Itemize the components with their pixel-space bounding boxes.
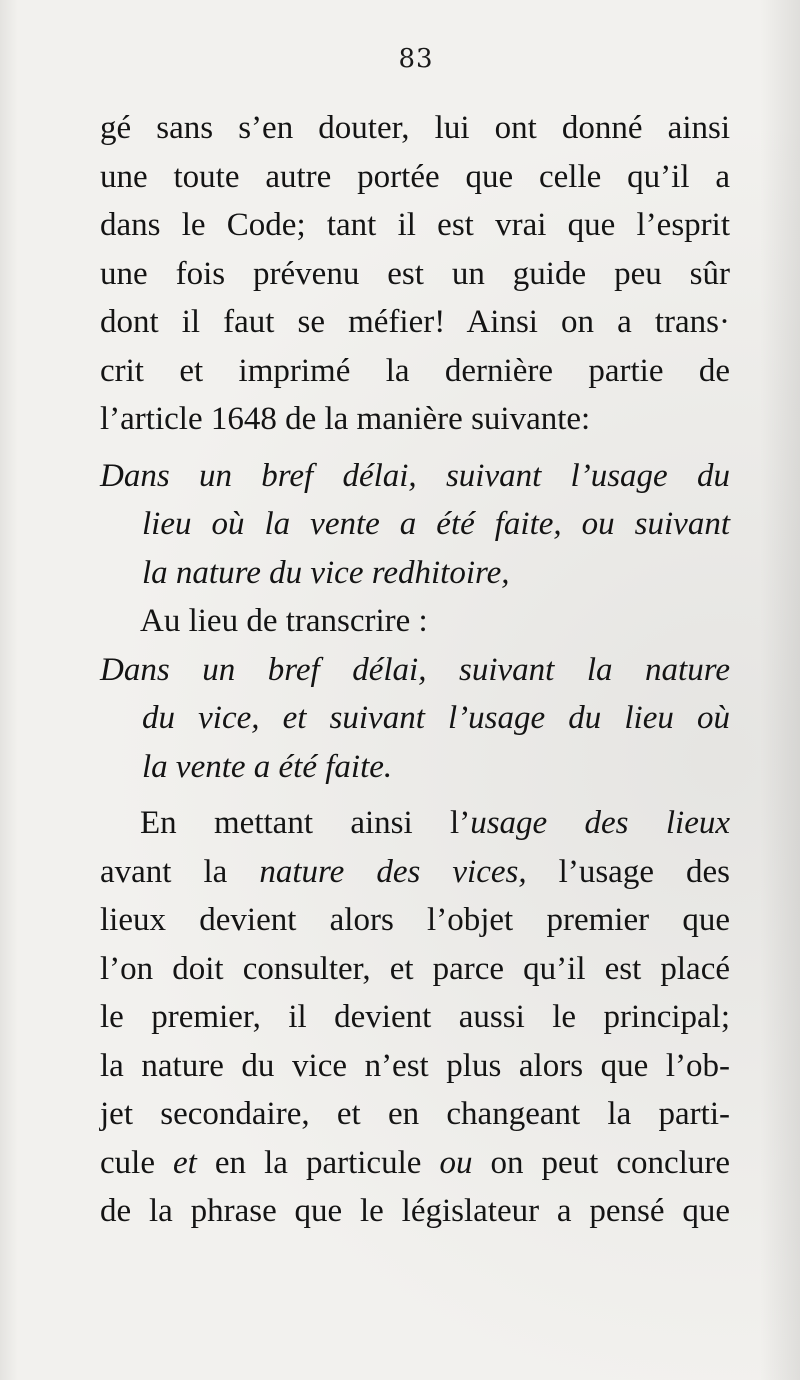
text-line: le premier, il devient aussi le principal; [100, 999, 730, 1035]
quote-line: la vente a été faite. [142, 748, 393, 785]
text-line: une fois prévenu est un guide peu sûr [100, 255, 730, 292]
text-line: gé sans s’en douter, lui ont donné ainsi [100, 110, 730, 146]
italic-run: nature des vices, [259, 853, 527, 890]
text-line: une toute autre portée que celle qu’il a [100, 158, 730, 195]
text-run: l’usage des [526, 853, 731, 890]
quotation-correct-version [100, 646, 730, 792]
text-run: En mettant ainsi l’ [140, 805, 471, 841]
text-line: crit et imprimé la dernière partie de [100, 352, 730, 389]
quote-line: du vice, et suivant l’usage du lieu où [142, 700, 730, 736]
page-number: 83 [398, 44, 434, 74]
text-line: lieux devient alors l’objet premier que [100, 902, 730, 938]
quote-line: la nature du vice redhitoire, [142, 554, 510, 591]
quote-line: Dans un bref délai, suivant l’usage du [100, 457, 730, 494]
text-line: Au lieu de transcrire : [140, 603, 428, 639]
text-line: dont il faut se méfier! Ainsi on a trans· [100, 304, 730, 340]
text-line: jet secondaire, et en changeant la parti- [100, 1096, 730, 1132]
text-line: dans le Code; tant il est vrai que l’esprit [100, 207, 730, 243]
quote-line: lieu où la vente a été faite, ou suivant [142, 506, 730, 542]
text-run: on peut conclure [472, 1144, 730, 1181]
spacer [100, 444, 730, 452]
text-run: cule [100, 1144, 174, 1181]
italic-run: ou [439, 1144, 473, 1181]
spacer [100, 791, 730, 799]
quotation-wrong-version [100, 452, 730, 598]
text-run: en la particule [196, 1144, 440, 1181]
text-line: l’on doit consulter, et parce qu’il est placé [100, 950, 730, 987]
text-line: l’article 1648 de la manière suivante: [100, 401, 591, 437]
quote-line: Dans un bref délai, suivant la nature [100, 651, 730, 688]
text-line [100, 1139, 730, 1188]
text-line [100, 799, 730, 848]
text-line: la nature du vice n’est plus alors que l’ob- [100, 1047, 730, 1084]
text-line [100, 848, 730, 897]
text-run: avant la [100, 853, 260, 890]
page-body-text [100, 104, 730, 1236]
text-line: de la phrase que le législateur a pensé que [100, 1193, 730, 1229]
italic-run: usage des lieux [470, 805, 731, 841]
italic-run: et [173, 1144, 197, 1181]
